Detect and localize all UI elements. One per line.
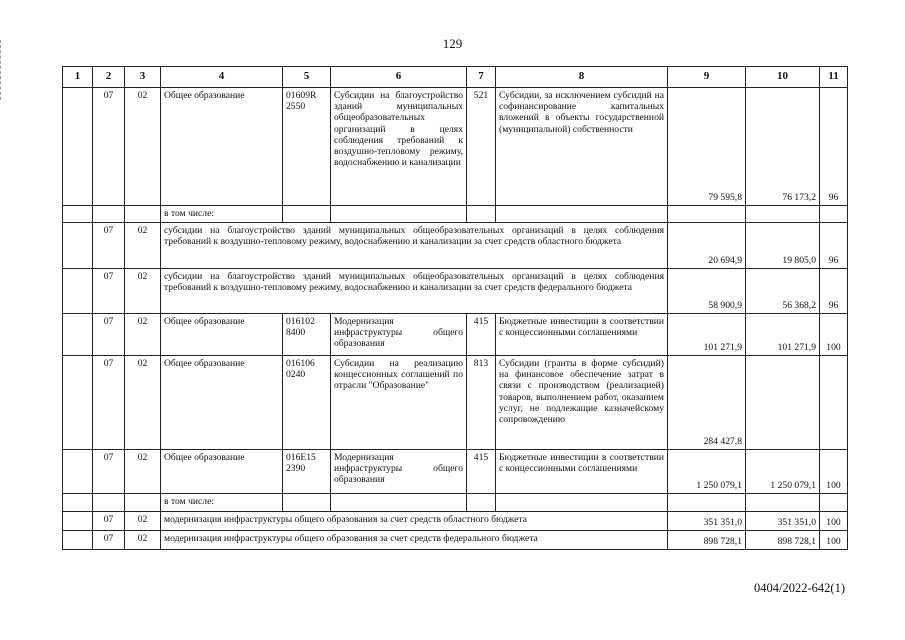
section-code: 07 (93, 314, 125, 356)
section-code: 07 (93, 450, 125, 494)
expense-type-code: 521 (467, 88, 496, 206)
table-row (63, 531, 848, 550)
plan-amount: 898 728,1 (668, 531, 746, 550)
actual-amount: 19 805,0 (746, 223, 820, 269)
col-header: 9 (668, 67, 746, 88)
subsection-code: 02 (125, 356, 161, 450)
section-code: 07 (93, 356, 125, 450)
table-row (63, 206, 848, 223)
header-row (63, 67, 848, 88)
merged-description: субсидии на благоустройство зданий муниципальных общеобразовательных организаций в целях соблюдения требований к воздушно-тепловому режиму, водоснабжению и канализации за счет средств областного бюджета (161, 223, 668, 269)
execution-percent: 100 (820, 512, 848, 531)
merged-description: субсидии на благоустройство зданий муниципальных общеобразовательных организаций в целях соблюдения требований к воздушно-тепловому режиму, водоснабжению и канализации за счет средств федерального бюджета (161, 269, 668, 314)
article-name: Модернизация инфраструктуры общего образования (331, 314, 467, 356)
expense-type-code: 813 (467, 356, 496, 450)
actual-amount: 1 250 079,1 (746, 450, 820, 494)
section-code: 07 (93, 531, 125, 550)
article-name: Субсидии на реализацию концессионных соглашений по отрасли "Образование" (331, 356, 467, 450)
col-header: 10 (746, 67, 820, 88)
plan-amount: 58 900,9 (668, 269, 746, 314)
subtotal-label: в том числе: (161, 206, 283, 223)
page-number: 129 (442, 36, 463, 51)
col-header: 7 (467, 67, 496, 88)
table-row (63, 223, 848, 269)
execution-percent: 100 (820, 531, 848, 550)
target-article: 01609R 2550 (283, 88, 331, 206)
section-name: Общее образование (161, 314, 283, 356)
target-article: 016106 0240 (283, 356, 331, 450)
table-row (63, 494, 848, 512)
plan-amount: 284 427,8 (668, 356, 746, 450)
actual-amount: 76 173,2 (746, 88, 820, 206)
subsection-code: 02 (125, 314, 161, 356)
col-header: 1 (63, 67, 93, 88)
budget-table (62, 66, 848, 550)
subtotal-label: в том числе: (161, 494, 283, 512)
col-header: 5 (283, 67, 331, 88)
plan-amount: 1 250 079,1 (668, 450, 746, 494)
execution-percent: 100 (820, 450, 848, 494)
article-name: Модернизация инфраструктуры общего образования (331, 450, 467, 494)
subsection-code: 02 (125, 531, 161, 550)
execution-percent: 96 (820, 223, 848, 269)
section-code: 07 (93, 88, 125, 206)
subsection-code: 02 (125, 512, 161, 531)
plan-amount: 20 694,9 (668, 223, 746, 269)
article-name: Субсидии на благоустройство зданий муниципальных общеобразовательных организаций в целях соблюдения требований к воздушно-тепловому режиму, водоснабжению и канализации (331, 88, 467, 206)
col-header: 4 (161, 67, 283, 88)
table-row (63, 356, 848, 450)
table-row (63, 314, 848, 356)
expense-type-name: Бюджетные инвестиции в соответствии с концессионными соглашениями (496, 314, 668, 356)
actual-amount: 56 368,2 (746, 269, 820, 314)
expense-type-name: Бюджетные инвестиции в соответствии с концессионными соглашениями (496, 450, 668, 494)
subsection-code: 02 (125, 450, 161, 494)
table-row (63, 512, 848, 531)
expense-type-name: Субсидии, за исключением субсидий на софинансирование капитальных вложений в объекты государственной (муниципальной) собственности (496, 88, 668, 206)
plan-amount: 351 351,0 (668, 512, 746, 531)
section-name: Общее образование (161, 88, 283, 206)
actual-amount: 351 351,0 (746, 512, 820, 531)
execution-percent: 100 (820, 314, 848, 356)
col-header: 11 (820, 67, 848, 88)
document-code: 0404/2022-642(1) (754, 581, 845, 595)
expense-type-name: Субсидии (гранты в форме субсидий) на финансовое обеспечение затрат в связи с производством (реализацией) товаров, выполнением работ, оказанием услуг, не подлежащие казначейскому сопровождению (496, 356, 668, 450)
table-row (63, 450, 848, 494)
target-article: 016102 8400 (283, 314, 331, 356)
col-header: 2 (93, 67, 125, 88)
table-row (63, 88, 848, 206)
section-code: 07 (93, 269, 125, 314)
expense-type-code: 415 (467, 314, 496, 356)
actual-amount: 898 728,1 (746, 531, 820, 550)
target-article: 016E15 2390 (283, 450, 331, 494)
merged-description: модернизация инфраструктуры общего образования за счет средств областного бюджета (161, 512, 668, 531)
plan-amount: 101 271,9 (668, 314, 746, 356)
col-header: 3 (125, 67, 161, 88)
section-name: Общее образование (161, 356, 283, 450)
actual-amount (746, 356, 820, 450)
expense-type-code: 415 (467, 450, 496, 494)
merged-description: модернизация инфраструктуры общего образования за счет средств федерального бюджета (161, 531, 668, 550)
section-code: 07 (93, 512, 125, 531)
plan-amount: 79 595,8 (668, 88, 746, 206)
execution-percent (820, 356, 848, 450)
col-header: 6 (331, 67, 467, 88)
subsection-code: 02 (125, 88, 161, 206)
subsection-code: 02 (125, 223, 161, 269)
execution-percent: 96 (820, 269, 848, 314)
actual-amount: 101 271,9 (746, 314, 820, 356)
section-code: 07 (93, 223, 125, 269)
col-header: 8 (496, 67, 668, 88)
execution-percent: 96 (820, 88, 848, 206)
table-row (63, 269, 848, 314)
section-name: Общее образование (161, 450, 283, 494)
subsection-code: 02 (125, 269, 161, 314)
